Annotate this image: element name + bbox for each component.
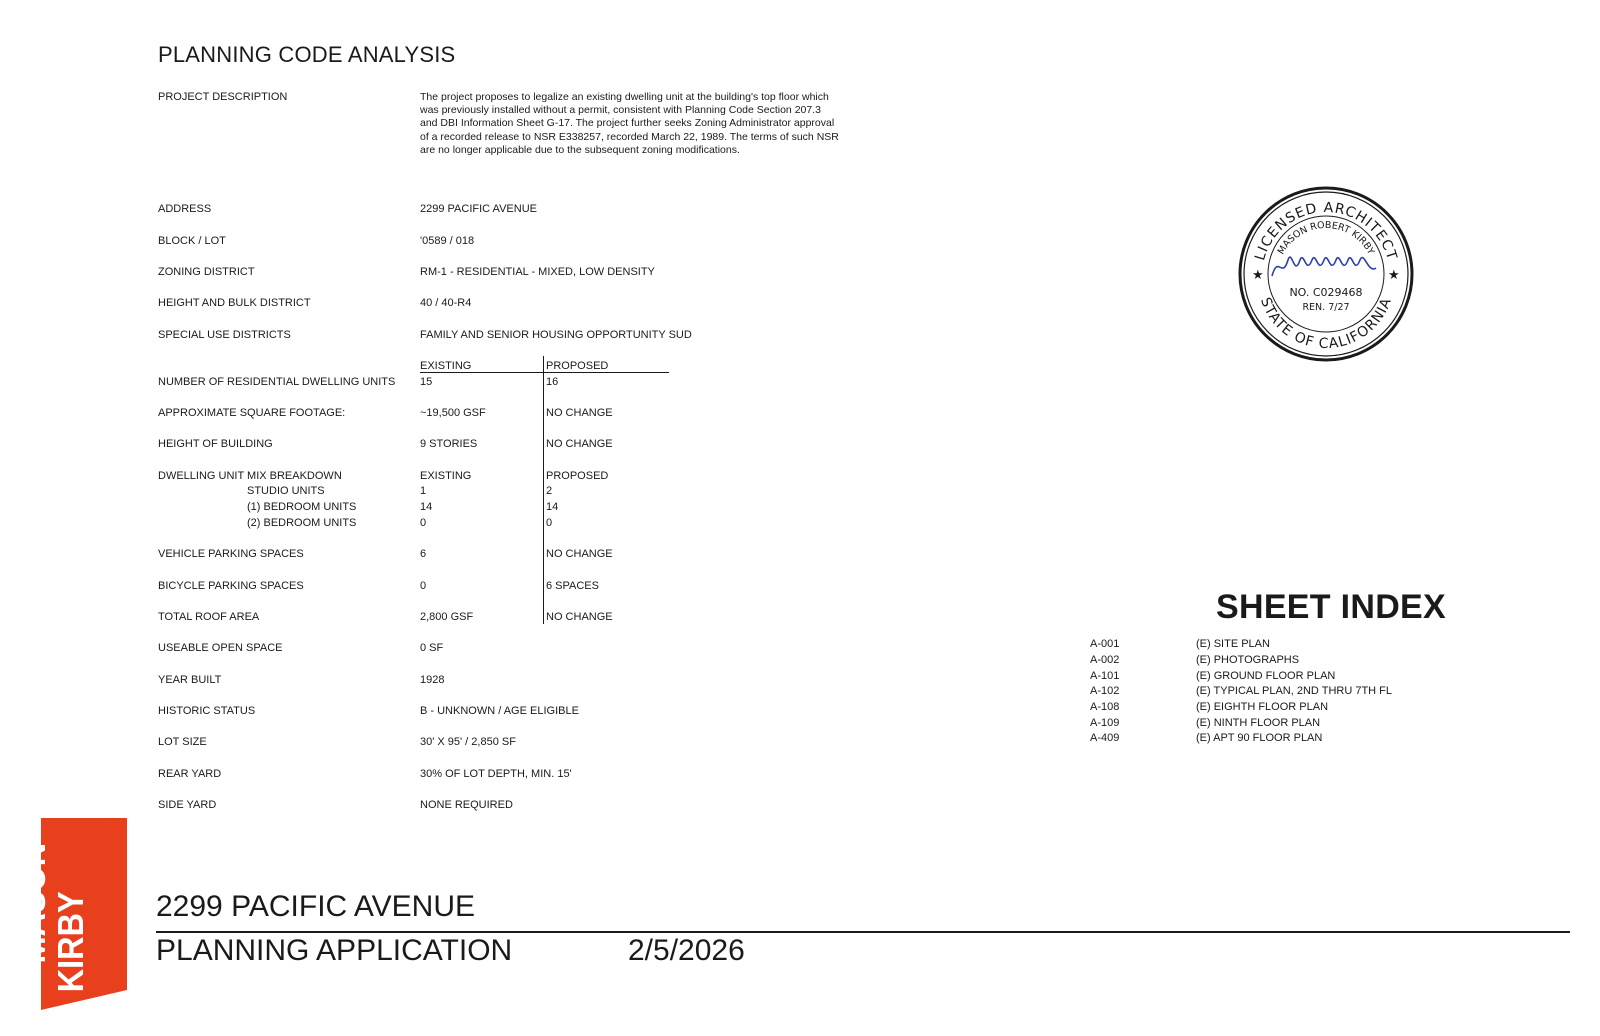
table-column-divider [543, 356, 544, 624]
stamp-top-text: LICENSED ARCHITECT [1252, 199, 1400, 263]
square-footage-label: APPROXIMATE SQUARE FOOTAGE: [158, 407, 346, 419]
project-description-text: The project proposes to legalize an existing dwelling unit at the building's top floor which was previously installed without a permit, consistent with Planning Code Section 207.3 and DBI Information Sheet G-17. The project further seeks Zoning Administrator approval of a recorded release to NSR E338257, recorded March 22, 1989. The terms of such NSR are no longer applicable due to the subsequent zoning modifications. [420, 91, 839, 156]
square-footage-proposed: NO CHANGE [546, 407, 613, 419]
zoning-district-value: RM-1 - RESIDENTIAL - MIXED, LOW DENSITY [420, 266, 655, 278]
proposed-column-header: PROPOSED [546, 360, 609, 372]
lot-size-label: LOT SIZE [158, 736, 207, 748]
address-label: ADDRESS [158, 203, 212, 215]
sheet-index-title: SHEET INDEX [1216, 588, 1447, 626]
roof-area-label: TOTAL ROOF AREA [158, 611, 260, 623]
stamp-inner-ring [1244, 192, 1408, 356]
sheet-name: (E) EIGHTH FLOOR PLAN [1196, 701, 1329, 713]
project-description-label: PROJECT DESCRIPTION [158, 91, 288, 103]
dwelling-units-label: NUMBER OF RESIDENTIAL DWELLING UNITS [158, 376, 396, 388]
roof-area-existing: 2,800 GSF [420, 611, 474, 623]
sheet-number: A-409 [1090, 732, 1120, 744]
height-bulk-label: HEIGHT AND BULK DISTRICT [158, 297, 311, 309]
sheet-number: A-002 [1090, 654, 1120, 666]
sheet-number: A-102 [1090, 685, 1120, 697]
building-height-proposed: NO CHANGE [546, 438, 613, 450]
year-built-value: 1928 [420, 674, 445, 686]
vehicle-parking-existing: 6 [420, 548, 427, 560]
page-title: PLANNING CODE ANALYSIS [158, 42, 456, 67]
square-footage-existing: ~19,500 GSF [420, 407, 486, 419]
historic-status-value: B - UNKNOWN / AGE ELIGIBLE [420, 705, 579, 717]
unit-mix-existing-header: EXISTING [420, 470, 472, 482]
zoning-district-label: ZONING DISTRICT [158, 266, 255, 278]
year-built-label: YEAR BUILT [158, 674, 222, 686]
stamp-name: MASON ROBERT KIRBY [1275, 219, 1377, 257]
sheet-name: (E) SITE PLAN [1196, 638, 1270, 650]
stamp-center-ring [1268, 216, 1384, 332]
stamp-license-number: NO. C029468 [1289, 286, 1363, 299]
signature [1272, 257, 1376, 276]
building-height-label: HEIGHT OF BUILDING [158, 438, 273, 450]
existing-column-header: EXISTING [420, 360, 472, 372]
stamp-bottom-text: STATE OF CALIFORNIA [1256, 295, 1396, 353]
roof-area-proposed: NO CHANGE [546, 611, 613, 623]
logo-word-kirby: KIRBY [51, 891, 92, 993]
footer-application: PLANNING APPLICATION [156, 934, 513, 967]
block-lot-label: BLOCK / LOT [158, 235, 226, 247]
stamp-renewal: REN. 7/27 [1302, 302, 1350, 313]
side-yard-value: NONE REQUIRED [420, 799, 513, 811]
height-bulk-value: 40 / 40-R4 [420, 297, 472, 309]
one-bedroom-label: (1) BEDROOM UNITS [247, 501, 357, 513]
two-bedroom-proposed: 0 [546, 517, 553, 529]
vehicle-parking-proposed: NO CHANGE [546, 548, 613, 560]
block-lot-value: '0589 / 018 [420, 235, 475, 247]
logo-word-mason: MASON [13, 842, 54, 964]
table-header-rule [420, 372, 669, 373]
mason-kirby-logo [13, 818, 127, 1010]
open-space-label: USEABLE OPEN SPACE [158, 642, 283, 654]
dwelling-units-proposed: 16 [546, 376, 559, 388]
sheet-name: (E) APT 90 FLOOR PLAN [1196, 732, 1323, 744]
lot-size-value: 30' X 95' / 2,850 SF [420, 736, 516, 748]
unit-mix-proposed-header: PROPOSED [546, 470, 609, 482]
side-yard-label: SIDE YARD [158, 799, 217, 811]
vehicle-parking-label: VEHICLE PARKING SPACES [158, 548, 304, 560]
sheet-number: A-001 [1090, 638, 1120, 650]
sheet-name: (E) GROUND FLOOR PLAN [1196, 670, 1336, 682]
stamp-star-right-icon: ★ [1388, 267, 1400, 282]
one-bedroom-existing: 14 [420, 501, 433, 513]
rear-yard-label: REAR YARD [158, 768, 222, 780]
special-use-value: FAMILY AND SENIOR HOUSING OPPORTUNITY SUD [420, 329, 692, 341]
architect-stamp [1236, 184, 1416, 364]
one-bedroom-proposed: 14 [546, 501, 559, 513]
open-space-value: 0 SF [420, 642, 444, 654]
studio-units-proposed: 2 [546, 485, 553, 497]
footer-rule [156, 931, 1570, 933]
studio-units-label: STUDIO UNITS [247, 485, 325, 497]
sheet-number: A-109 [1090, 717, 1120, 729]
rear-yard-value: 30% OF LOT DEPTH, MIN. 15' [420, 768, 572, 780]
bicycle-parking-label: BICYCLE PARKING SPACES [158, 580, 304, 592]
historic-status-label: HISTORIC STATUS [158, 705, 256, 717]
sheet-name: (E) PHOTOGRAPHS [1196, 654, 1300, 666]
sheet-name: (E) TYPICAL PLAN, 2ND THRU 7TH FL [1196, 685, 1393, 697]
dwelling-units-existing: 15 [420, 376, 433, 388]
stamp-star-left-icon: ★ [1252, 267, 1264, 282]
studio-units-existing: 1 [420, 485, 427, 497]
address-value: 2299 PACIFIC AVENUE [420, 203, 537, 215]
bicycle-parking-existing: 0 [420, 580, 427, 592]
special-use-label: SPECIAL USE DISTRICTS [158, 329, 291, 341]
sheet-name: (E) NINTH FLOOR PLAN [1196, 717, 1321, 729]
footer-date: 2/5/2026 [628, 934, 745, 967]
bicycle-parking-proposed: 6 SPACES [546, 580, 599, 592]
footer-address: 2299 PACIFIC AVENUE [156, 890, 476, 923]
unit-mix-label: DWELLING UNIT MIX BREAKDOWN [158, 470, 342, 482]
building-height-existing: 9 STORIES [420, 438, 478, 450]
sheet-number: A-108 [1090, 701, 1120, 713]
two-bedroom-existing: 0 [420, 517, 427, 529]
two-bedroom-label: (2) BEDROOM UNITS [247, 517, 357, 529]
sheet-number: A-101 [1090, 670, 1120, 682]
